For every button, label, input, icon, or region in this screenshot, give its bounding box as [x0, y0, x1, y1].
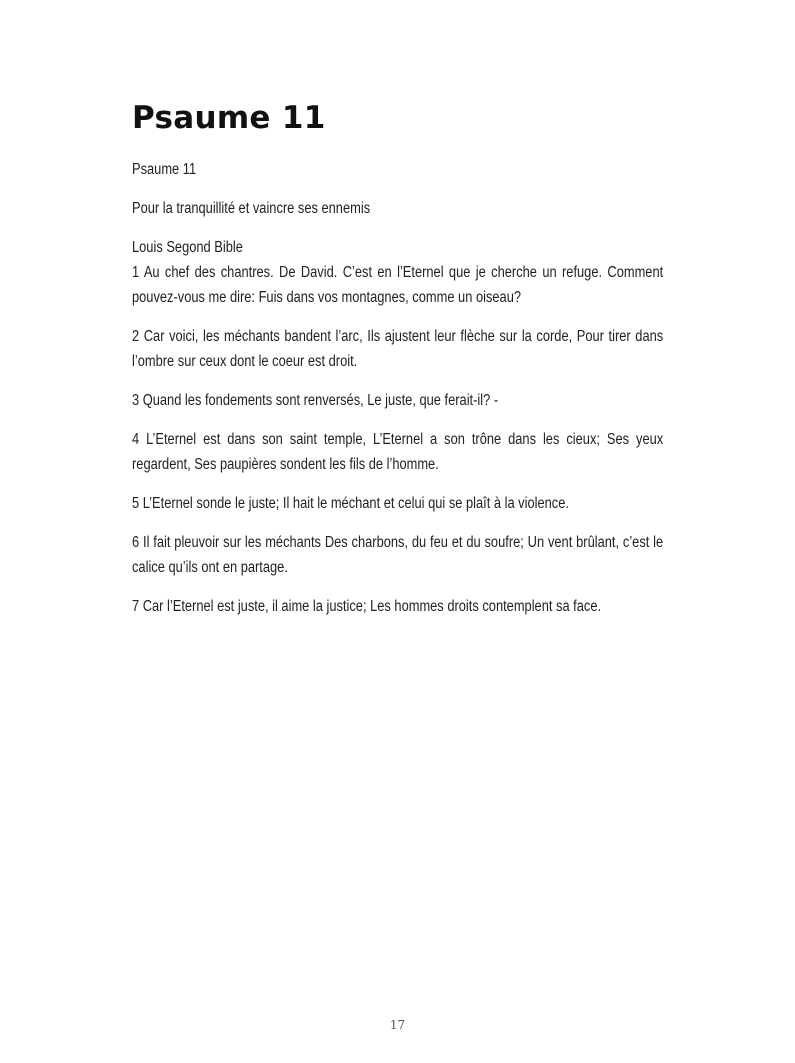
- page-title: Psaume 11: [132, 100, 326, 136]
- subtitle: Psaume 11: [132, 161, 197, 178]
- source-line: Louis Segond Bible: [132, 239, 243, 256]
- intro-line: Pour la tranquillité et vaincre ses ennemis: [132, 200, 371, 217]
- verse-7: 7 Car l’Eternel est juste, il aime la justice; Les hommes droits contemplent sa face.: [132, 598, 602, 615]
- verse-6: 6 Il fait pleuvoir sur les méchants Des charbons, du feu et du soufre; Un vent brûlant, c’est le calice qu’ils ont en partage.: [132, 534, 664, 576]
- page-number: 17: [389, 1018, 406, 1032]
- verse-3: 3 Quand les fondements sont renversés, Le juste, que ferait-il? -: [132, 392, 499, 409]
- verse-2: 2 Car voici, les méchants bandent l’arc, Ils ajustent leur flèche sur la corde, Pour tirer dans l’ombre sur ceux dont le coeur est droit.: [132, 328, 664, 370]
- verse-5: 5 L’Eternel sonde le juste; Il hait le méchant et celui qui se plaît à la violence.: [132, 495, 569, 512]
- verse-1: 1 Au chef des chantres. De David. C’est en l’Eternel que je cherche un refuge. Comment pouvez-vous me dire: Fuis dans vos montagnes, comme un oiseau?: [132, 264, 664, 306]
- verse-4: 4 L’Eternel est dans son saint temple, L’Eternel a son trône dans les cieux; Ses yeux regardent, Ses paupières sondent les fils de l’homme.: [132, 431, 664, 473]
- body-text: [132, 157, 663, 633]
